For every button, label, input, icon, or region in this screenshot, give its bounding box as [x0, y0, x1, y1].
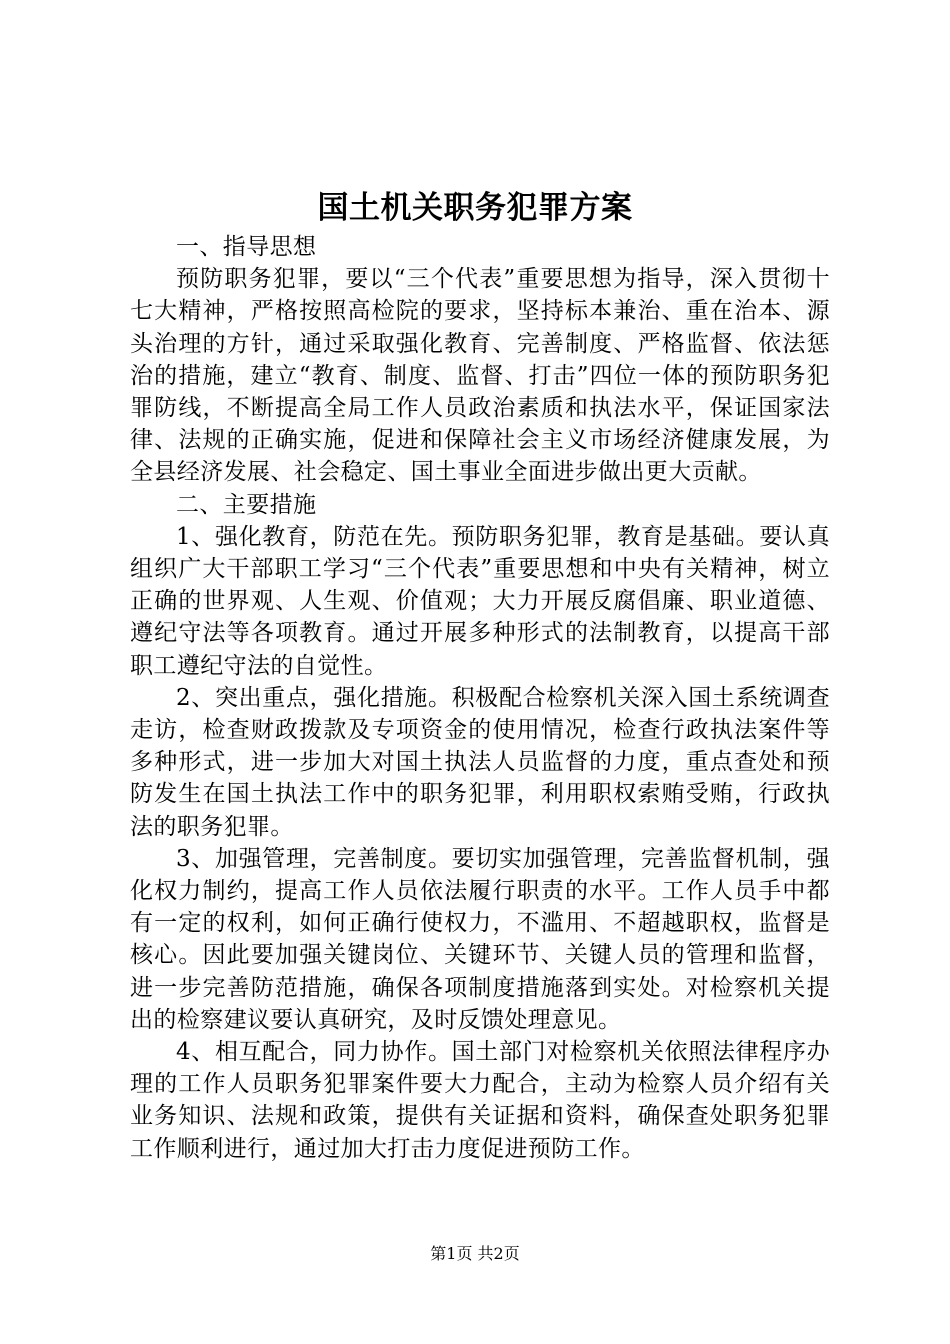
paragraph-measure-2: 2、突出重点，强化措施。积极配合检察机关深入国土系统调查走访，检查财政拨款及专项资金的使用情况，检查行政执法案件等多种形式，进一步加大对国土执法人员监督的力度，重点查处和预防发生在国土执法工作中的职务犯罪，利用职权索贿受贿，行政执法的职务犯罪。 — [130, 684, 830, 840]
paragraph-measure-1: 1、强化教育，防范在先。预防职务犯罪，教育是基础。要认真组织广大干部职工学习“三个代表”重要思想和中央有关精神，树立正确的世界观、人生观、价值观；大力开展反腐倡廉、职业道德、遵纪守法等各项教育。通过开展多种形式的法制教育，以提高干部职工遵纪守法的自觉性。 — [130, 523, 830, 679]
section-heading-guiding-ideology: 一、指导思想 — [176, 234, 317, 260]
section-heading-main-measures: 二、主要措施 — [176, 491, 317, 518]
document-body — [130, 231, 830, 1165]
paragraph-measure-3: 3、加强管理，完善制度。要切实加强管理，完善监督机制，强化权力制约，提高工作人员依法履行职责的水平。工作人员手中都有一定的权利，如何正确行使权力，不滥用、不超越职权，监督是核心。因此要加强关键岗位、关键环节、关键人员的管理和监督，进一步完善防范措施，确保各项制度措施落到实处。对检察机关提出的检察建议要认真研究，及时反馈处理意见。 — [130, 845, 830, 1033]
document-title: 国土机关职务犯罪方案 — [317, 190, 633, 226]
paragraph-measure-4: 4、相互配合，同力协作。国土部门对检察机关依照法律程序办理的工作人员职务犯罪案件要大力配合，主动为检察人员介绍有关业务知识、法规和政策，提供有关证据和资料，确保查处职务犯罪工作顺利进行，通过加大打击力度促进预防工作。 — [130, 1039, 830, 1162]
paragraph-guiding-ideology: 预防职务犯罪，要以“三个代表”重要思想为指导，深入贯彻十七大精神，严格按照高检院的要求，坚持标本兼治、重在治本、源头治理的方针，通过采取强化教育、完善制度、严格监督、依法惩治的措施，建立“教育、制度、监督、打击”四位一体的预防职务犯罪防线，不断提高全局工作人员政治素质和执法水平，保证国家法律、法规的正确实施，促进和保障社会主义市场经济健康发展，为全县经济发展、社会稳定、国土事业全面进步做出更大贡献。 — [130, 266, 830, 486]
page-number-footer: 第1页 共2页 — [430, 1244, 520, 1263]
